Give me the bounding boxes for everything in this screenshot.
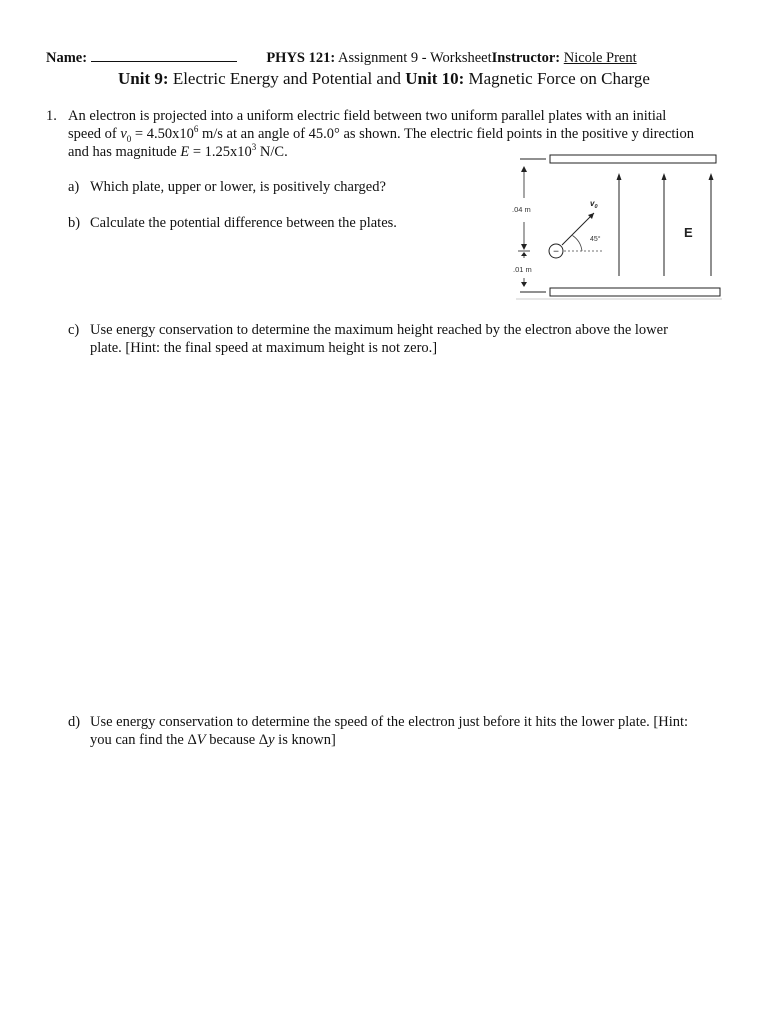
unit10-topic: Magnetic Force on Charge [464,69,650,88]
instructor-label: Instructor: [491,50,561,66]
question-line-2: speed of $v_0 = 4.50x10^6$ m/s at an angle of 45.0° as shown. The electric field points in the positive y direction [68,124,694,144]
assignment-title: Assignment 9 - Worksheet [335,50,492,66]
part-d-line-2: you can find the ΔV because Δy is known] [90,732,336,748]
part-a [68,178,386,196]
part-a-label: a) [68,179,80,195]
header-line [46,49,637,67]
part-b-label: b) [68,215,81,231]
part-c-line-2: plate. [Hint: the final speed at maximum height is not zero.] [90,340,438,356]
parallel-plates-diagram [506,150,726,302]
upper-plate [550,155,716,163]
name-blank[interactable] [91,49,237,62]
name-label: Name: [46,50,88,66]
part-c-line-1: Use energy conservation to determine the maximum height reached by the electron above the lower [90,322,668,338]
electron-symbol: − [553,246,559,258]
field-label: E [684,225,693,240]
part-b [68,214,397,232]
part-c [68,321,728,357]
dimension-upper: .04 m [512,205,531,214]
part-c-answer-area[interactable] [90,362,720,692]
part-d-label: d) [68,714,81,730]
question-number: 1. [46,108,57,124]
lower-plate [550,288,720,296]
part-d [68,713,738,749]
angle-arc [573,236,583,252]
angle-label: 45° [590,236,601,243]
dimension-lower: .01 m [513,265,532,274]
unit10-label: Unit 10: [405,69,465,88]
unit9-topic: Electric Energy and Potential and [168,69,406,88]
course-code: PHYS 121: [266,50,336,66]
unit9-label: Unit 9: [118,69,169,88]
page-title [0,69,768,89]
part-b-text: Calculate the potential difference between the plates. [90,215,397,231]
instructor-name: Nicole Prent [563,50,637,66]
part-c-label: c) [68,322,80,338]
part-d-line-1: Use energy conservation to determine the speed of the electron just before it hits the lower plate. [Hint: [90,714,689,730]
part-a-text: Which plate, upper or lower, is positively charged? [90,179,386,195]
question-line-3: and has magnitude $E = 1.25x10^3$ N/C. [68,142,288,160]
part-d-answer-area[interactable] [90,756,720,1006]
question-line-1: An electron is projected into a uniform electric field between two uniform parallel plates with an initial [68,108,667,124]
velocity-label: $v_0$ [590,199,598,210]
